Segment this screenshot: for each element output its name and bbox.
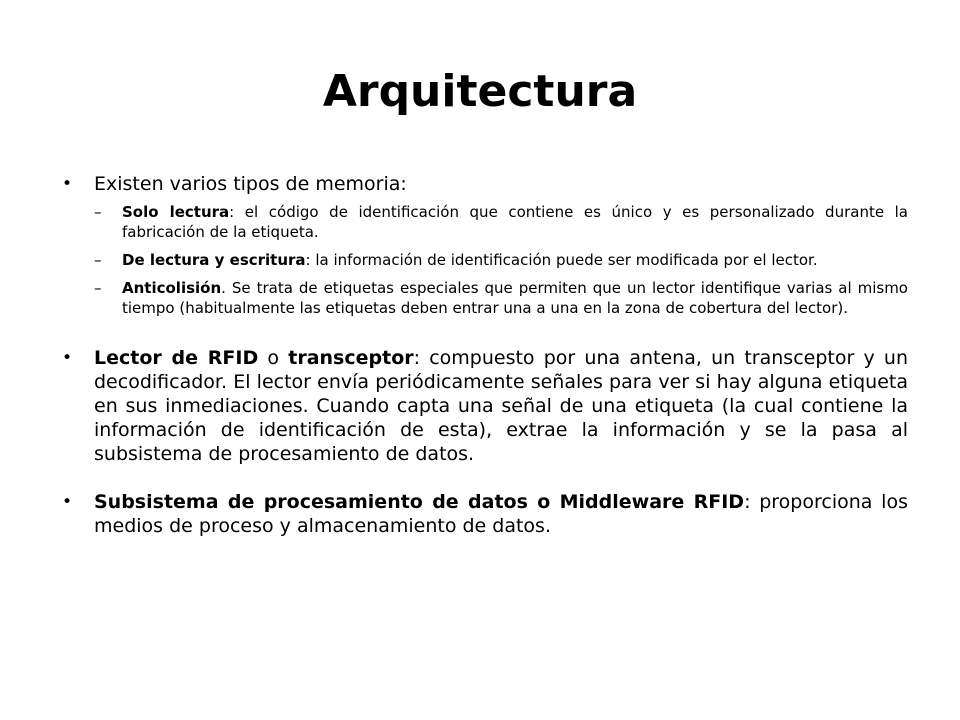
subitem-description: . Se trata de etiquetas especiales que permiten que un lector identifique varias al mismo tiempo (habitualmente las etiquetas deben entrar una a una en la zona de cobertura del lector). (122, 279, 908, 317)
dash-icon: – (94, 203, 102, 221)
spacer (62, 326, 908, 346)
subitem-read-only (94, 202, 908, 242)
bullet-middleware (62, 490, 908, 538)
bullet-term: Lector de RFID (94, 347, 259, 369)
bullet-description: : compuesto por una antena, un transceptor y un decodificador. El lector envía periódicamente señales para ver si hay alguna etiqueta en sus inmediaciones. Cuando capta una señal de una etiqueta (la cual contiene la información de identificación de esta), extrae la información y se la pasa al subsistema de procesamiento de datos. (94, 347, 908, 465)
dash-icon: – (94, 279, 102, 297)
bullet-dot-icon: • (62, 174, 73, 194)
slide-content (62, 172, 908, 538)
subitem-term: Anticolisión (122, 279, 222, 297)
subitem-description: : el código de identificación que contiene es único y es personalizado durante la fabricación de la etiqueta. (122, 203, 909, 241)
bullet-rfid-reader (62, 346, 908, 466)
dash-icon: – (94, 251, 102, 269)
bullet-term-2: transceptor (288, 347, 414, 369)
bullet-dot-icon: • (62, 348, 73, 368)
bullet-term: Subsistema de procesamiento de datos o Middleware RFID (94, 491, 745, 513)
subitem-anticollision (94, 278, 908, 318)
bullet-text: Existen varios tipos de memoria: (94, 173, 407, 195)
bullet-dot-icon: • (62, 492, 73, 512)
slide-title: Arquitectura (322, 66, 638, 117)
subitem-term: De lectura y escritura (122, 251, 306, 269)
bullet-description: : proporciona los medios de proceso y almacenamiento de datos. (94, 491, 908, 537)
spacer (62, 466, 908, 490)
bullet-memory-types (62, 172, 908, 196)
subitem-term: Solo lectura (122, 203, 230, 221)
subitem-read-write (94, 250, 908, 270)
memory-types-list (94, 202, 908, 318)
subitem-description: : la información de identificación puede ser modificada por el lector. (305, 251, 818, 269)
bullet-connector: o (258, 347, 289, 369)
